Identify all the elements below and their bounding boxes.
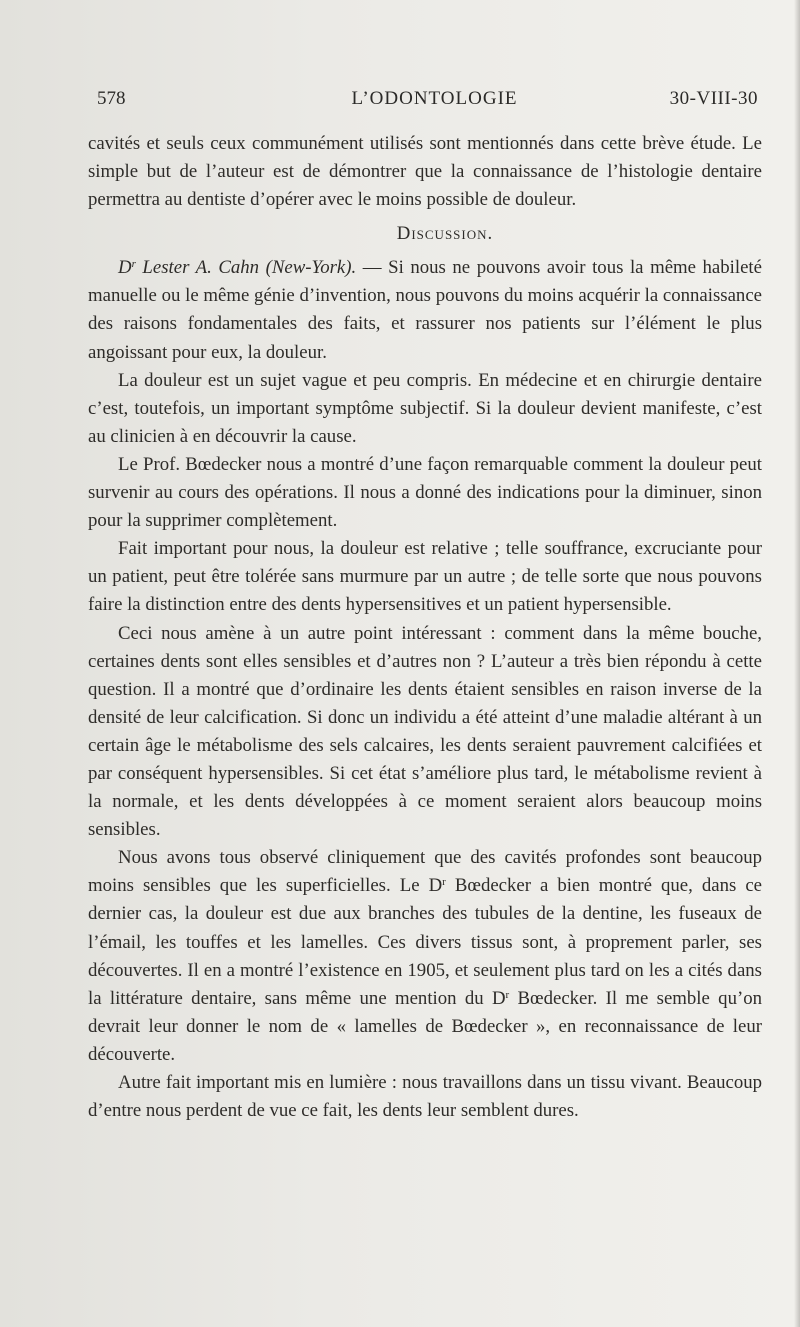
journal-title: L’ODONTOLOGIE xyxy=(351,88,518,109)
paragraph: La douleur est un sujet vague et peu compris. En médecine et en chirurgie dentaire c’est, toutefois, un important symptôme subjectif. Si la douleur devient manifeste, c’est au clinicien à en découvrir la cause. xyxy=(88,369,762,447)
paragraph: Nous avons tous observé cliniquement que des cavités profondes sont beaucoup moins sensibles que les superficielles. Le $D^r$ Bœdecker a bien montré que, dans ce dernier cas, la douleur est due aux branches des tubules de la dentine, les fuseaux de l’émail, les touffes et les lamelles. Ces divers tissus sont, à proprement parler, ses découvertes. Il en a montré l’existence en 1905, et seulement plus tard on les a cités dans la littérature dentaire, sans même une mention du $D^r$ Bœdecker. Il me semble qu’on devrait leur donner le nom de « lamelles de Bœdecker », en reconnaissance de leur découverte. xyxy=(88,847,762,1065)
section-heading: Discussion. xyxy=(396,223,494,245)
paragraph: Ceci nous amène à un autre point intéressant : comment dans la même bouche, certaines dents sont elles sensibles et d’autres non ? L’auteur a très bien répondu à cette question. Il a montré que d’ordinaire les dents étaient sensibles en raison inverse de la densité de leur calcification. Si donc un individu a été atteint d’une maladie altérant à un certain âge le métabolisme des sels calcaires, les dents seraient pauvrement calcifiées et par conséquent hypersensibles. Si cet état s’améliore plus tard, le métabolisme revient à la normale, et les dents développées à ce moment seraient alors beaucoup moins sensibles. xyxy=(88,622,762,841)
running-header xyxy=(97,88,758,118)
issue-date: 30-VIII-30 xyxy=(669,88,758,109)
paragraph: Fait important pour nous, la douleur est relative ; telle souffrance, excruciante pour un patient, peut être tolérée sans murmure par un autre ; de telle sorte que nous pouvons faire la distinction entre des dents hypersensitives et un patient hypersensible. xyxy=(88,538,762,616)
speaker-name: $D^r$ Lester A. Cahn (New-York). xyxy=(118,257,357,279)
body-text xyxy=(88,130,762,1125)
page-number: 578 xyxy=(97,88,126,109)
paragraph: Autre fait important mis en lumière : nous travaillons dans un tissu vivant. Beaucoup d’entre nous perdent de vue ce fait, les dents leur semblent dures. xyxy=(88,1072,762,1122)
paragraph: Le Prof. Bœdecker nous a montré d’une façon remarquable comment la douleur peut survenir au cours des opérations. Il nous a donné des indications pour la diminuer, sinon pour la supprimer complètement. xyxy=(88,453,762,532)
paragraph-speaker-intro: $D^r$ Lester A. Cahn (New-York). — Si nous ne pouvons avoir tous la même habileté manuelle ou le même génie d’invention, nous pouvons du moins acquérir la connaissance des raisons fondamentales des faits, et rassurer nos patients sur l’élément le plus angoissant pour eux, la douleur. xyxy=(88,257,762,363)
paragraph-continued: cavités et seuls ceux communément utilisés sont mentionnés dans cette brève étude. Le simple but de l’auteur est de démontrer que la connaissance de l’histologie dentaire permettra au dentiste d’opérer avec le moins possible de douleur. xyxy=(88,133,762,211)
